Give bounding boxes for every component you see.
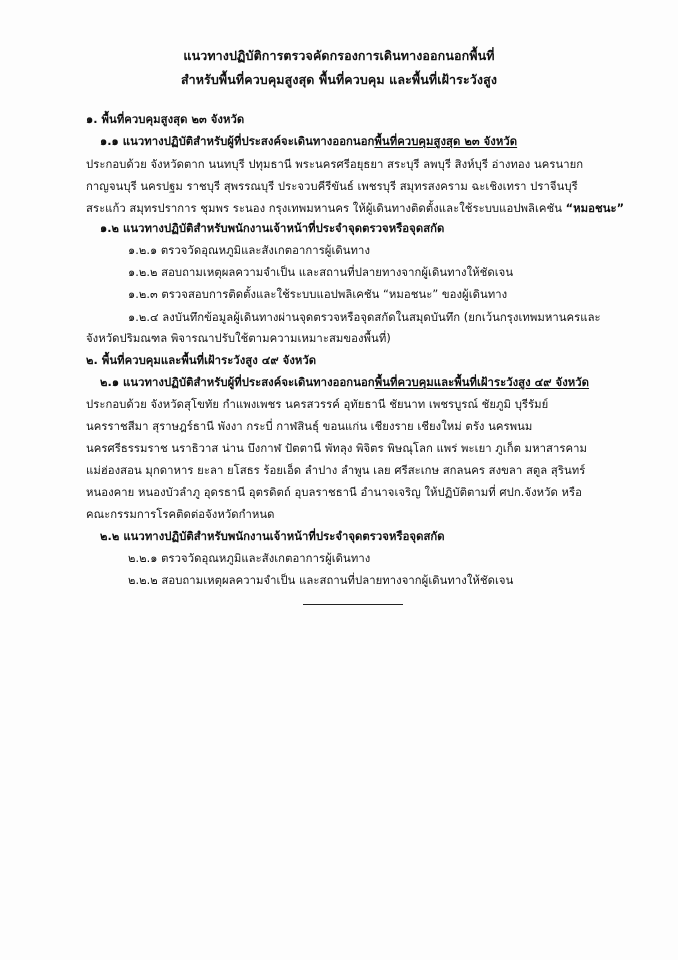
section2-1-body-line1: ประกอบด้วย จังหวัดสุโขทัย กำแพงเพชร นครสวรรค์ อุทัยธานี ชัยนาท เพชรบูรณ์ ชัยภูมิ บุรีรัมย์ [86,398,549,411]
section2-1-body-line2: นครราชสีมา สุราษฎร์ธานี พังงา กระบี่ กาฬสินธุ์ ขอนแก่น เชียงราย เชียงใหม่ ตรัง นครพนม [86,420,533,433]
section2-2-heading: ๒.๒ แนวทางปฏิบัติสำหรับพนักงานเจ้าหน้าที่ประจำจุดตรวจหรือจุดสกัด [100,530,445,543]
section2-heading: ๒. พื้นที่ควบคุมและพื้นที่เฝ้าระวังสูง ๔๙ จังหวัด [86,354,317,367]
end-divider-line [303,604,403,605]
section1-1-body-line3 [86,202,624,216]
section1-1-heading-text: ๑.๑ แนวทางปฏิบัติสำหรับผู้ที่ประสงค์จะเดินทางออกนอก [100,135,375,148]
document-title-line1: แนวทางปฏิบัติการตรวจคัดกรองการเดินทางออกนอกพื้นที่ [183,48,495,63]
section2-1-body-line3: นครศรีธรรมราช นราธิวาส น่าน บึงกาฬ ปัตตานี พัทลุง พิจิตร พิษณุโลก แพร่ พะเยา ภูเก็ต มหาสารคาม [86,442,587,455]
section1-heading: ๑. พื้นที่ควบคุมสูงสุด ๒๓ จังหวัด [86,113,245,126]
section1-2-item4: ๑.๒.๔ ลงบันทึกข้อมูลผู้เดินทางผ่านจุดตรวจหรือจุดสกัดในสมุดบันทึก (ยกเว้นกรุงเทพมหานครและ [128,311,601,324]
section1-2-item3: ๑.๒.๓ ตรวจสอบการติดตั้งและใช้ระบบแอปพลิเคชัน “หมอชนะ” ของผู้เดินทาง [128,288,508,301]
section2-1-body-line6: คณะกรรมการโรคติดต่อจังหวัดกำหนด [86,508,275,521]
section2-2-item2: ๒.๒.๒ สอบถามเหตุผลความจำเป็น และสถานที่ปลายทางจากผู้เดินทางให้ชัดเจน [128,574,514,587]
section1-2-heading: ๑.๒ แนวทางปฏิบัติสำหรับพนักงานเจ้าหน้าที่ประจำจุดตรวจหรือจุดสกัด [100,222,445,235]
section1-1-body-line2: กาญจนบุรี นครปฐม ราชบุรี สุพรรณบุรี ประจวบคีรีขันธ์ เพชรบุรี สมุทรสงคราม ฉะเชิงเทรา ปราจีนบุรี [86,180,578,193]
section1-1-body-line1: ประกอบด้วย จังหวัดตาก นนทบุรี ปทุมธานี พระนครศรีอยุธยา สระบุรี ลพบุรี สิงห์บุรี อ่างทอง นครนายก [86,158,584,171]
section2-1-body-line5: หนองคาย หนองบัวลำภู อุดรธานี อุตรดิตถ์ อุบลราชธานี อำนาจเจริญ ให้ปฏิบัติตามที่ ศปก.จังหวัด หรือ [86,486,583,499]
section2-1-heading-text: ๒.๑ แนวทางปฏิบัติสำหรับผู้ที่ประสงค์จะเดินทางออกนอก [100,376,375,389]
section2-2-item1: ๒.๒.๑ ตรวจวัดอุณหภูมิและสังเกตอาการผู้เดินทาง [128,552,371,565]
section1-1-heading [100,135,517,149]
section1-1-body-line3-text: สระแก้ว สมุทรปราการ ชุมพร ระนอง กรุงเทพมหานคร ให้ผู้เดินทางติดตั้งและใช้ระบบแอปพลิเคชัน [86,202,566,215]
app-name-mor-chana: “หมอชนะ” [565,202,625,215]
section2-1-body-line4: แม่ฮ่องสอน มุกดาหาร ยะลา ยโสธร ร้อยเอ็ด ลำปาง ลำพูน เลย ศรีสะเกษ สกลนคร สงขลา สตูล สุรินทร์ [86,464,586,477]
document-title-line2: สำหรับพื้นที่ควบคุมสูงสุด พื้นที่ควบคุม และพื้นที่เฝ้าระวังสูง [180,72,498,87]
section1-2-item4-continuation: จังหวัดปริมณฑล พิจารณาปรับใช้ตามความเหมาะสมของพื้นที่) [86,332,391,345]
section2-1-heading-underlined: พื้นที่ควบคุมและพื้นที่เฝ้าระวังสูง ๔๙ จังหวัด [374,376,590,389]
section1-2-item2: ๑.๒.๒ สอบถามเหตุผลความจำเป็น และสถานที่ปลายทางจากผู้เดินทางให้ชัดเจน [128,266,514,279]
section1-1-heading-underlined: พื้นที่ควบคุมสูงสุด ๒๓ จังหวัด [374,135,518,148]
section2-1-heading [100,376,589,390]
section1-2-item1: ๑.๒.๑ ตรวจวัดอุณหภูมิและสังเกตอาการผู้เดินทาง [128,244,371,257]
